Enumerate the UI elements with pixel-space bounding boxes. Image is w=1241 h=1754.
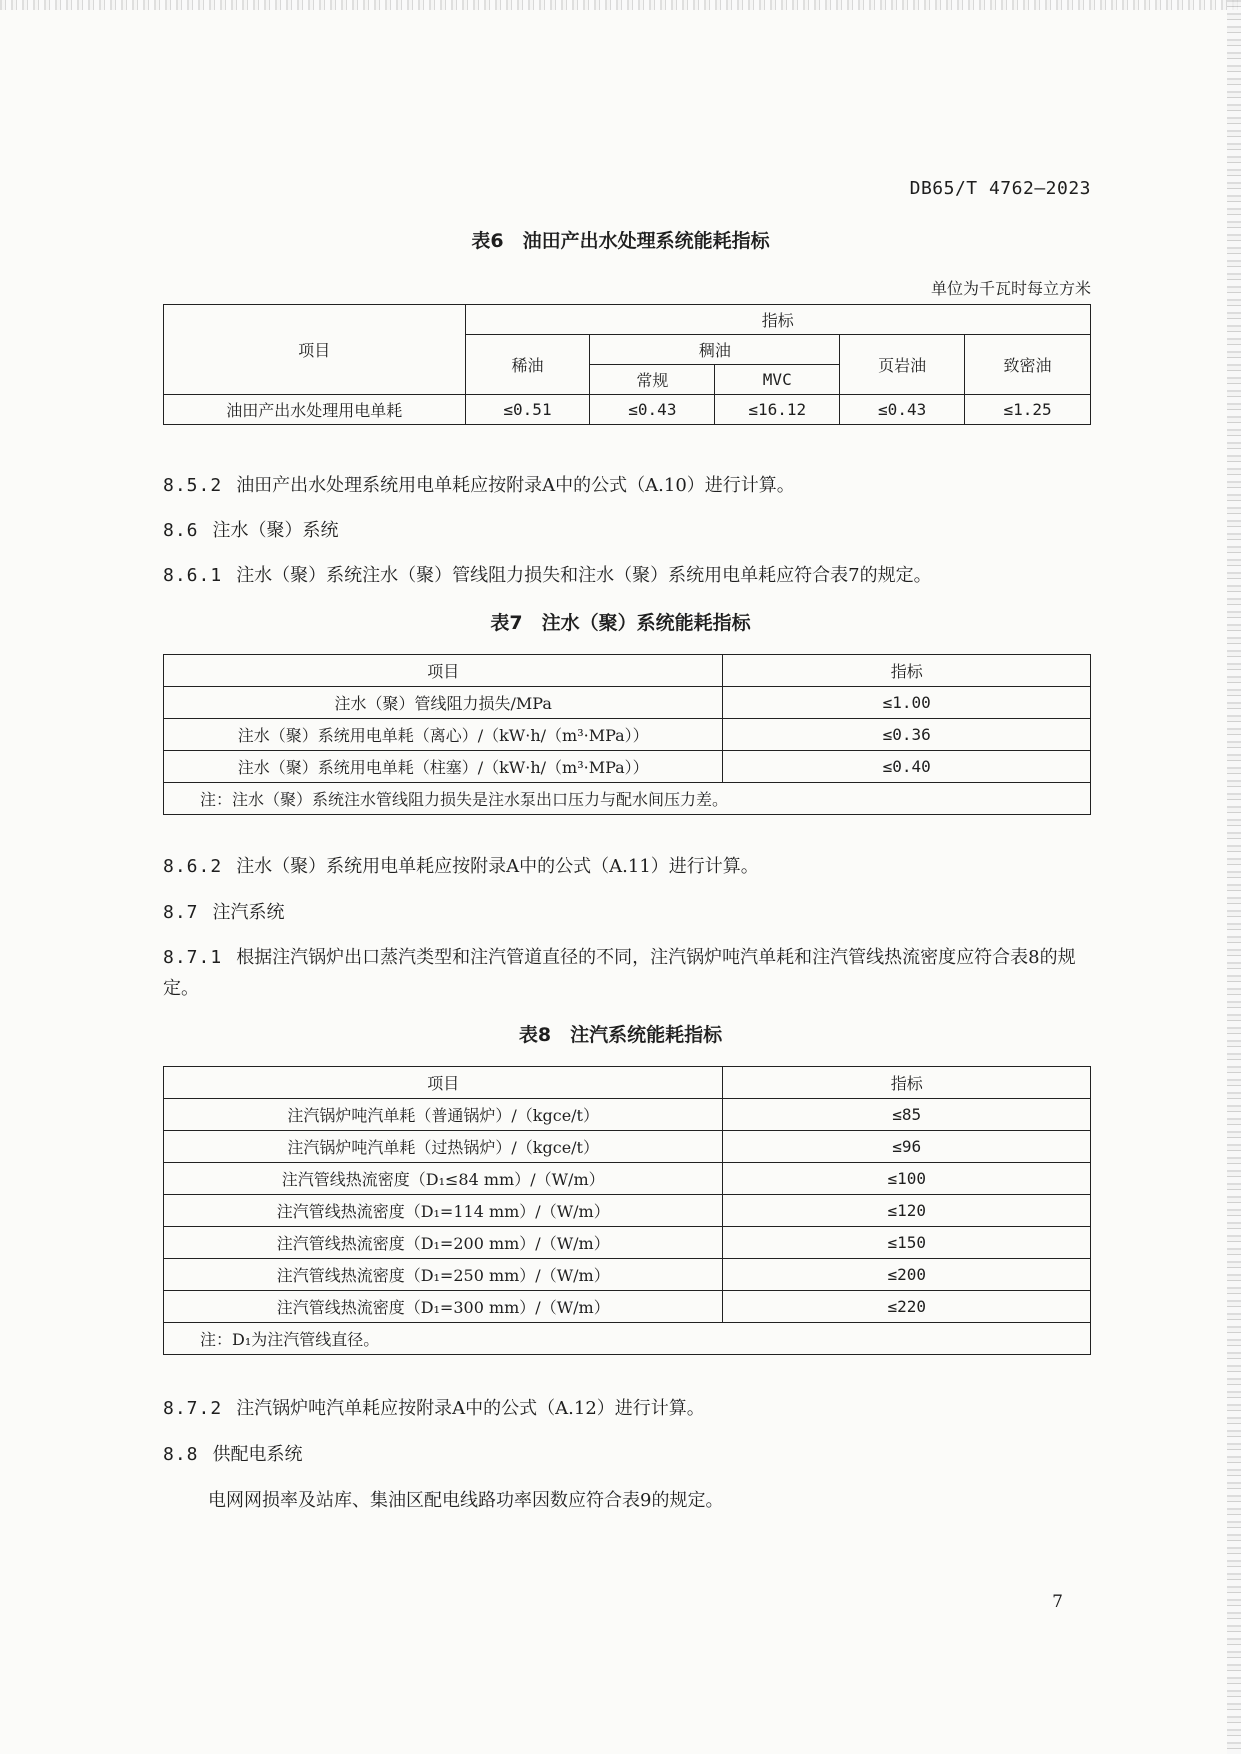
table6-header-heavy-mvc: MVC: [715, 365, 840, 395]
table8-row-value: ≤96: [723, 1131, 1091, 1163]
table7-row-label: 注水（聚）管线阻力损失/MPa: [164, 687, 723, 719]
table7-header-item: 项目: [164, 655, 723, 687]
table-row: [164, 687, 1091, 719]
table6-cell-heavy-mvc: ≤16.12: [715, 395, 840, 425]
section-number: 8.7.1: [163, 947, 223, 968]
table8-note: 注：D₁为注汽管线直径。: [164, 1323, 1091, 1355]
table8-row-value: ≤200: [723, 1259, 1091, 1291]
paragraph-8-5-2: [163, 470, 795, 501]
section-text: 注汽系统: [212, 902, 285, 923]
section-number: 8.8: [163, 1444, 199, 1465]
table6-cell-thin: ≤0.51: [465, 395, 590, 425]
table-row: [164, 751, 1091, 783]
table7-row-label: 注水（聚）系统用电单耗（柱塞）/（kW·h/（m³·MPa））: [164, 751, 723, 783]
table-row: [164, 1131, 1091, 1163]
table8-row-value: ≤85: [723, 1099, 1091, 1131]
table7-row-value: ≤0.36: [723, 719, 1091, 751]
table7-note: 注：注水（聚）系统注水管线阻力损失是注水泵出口压力与配水间压力差。: [164, 783, 1091, 815]
table-row: [164, 1163, 1091, 1195]
heading-8-7: [163, 897, 285, 928]
paragraph-8-6-1: [163, 560, 932, 591]
paragraph-8-7-1: [163, 942, 1091, 1004]
section-number: 8.6: [163, 520, 199, 541]
table7-row-label: 注水（聚）系统用电单耗（离心）/（kW·h/（m³·MPa））: [164, 719, 723, 751]
table7: [163, 654, 1091, 815]
table6-header-shale-oil: 页岩油: [840, 335, 965, 395]
table6-unit: 单位为千瓦时每立方米: [930, 279, 1091, 298]
table8-row-label: 注汽管线热流密度（D₁=114 mm）/（W/m）: [164, 1195, 723, 1227]
paragraph-8-6-2: [163, 851, 759, 882]
heading-8-6: [163, 515, 339, 546]
table8-header-index: 指标: [723, 1067, 1091, 1099]
table7-header-index: 指标: [723, 655, 1091, 687]
table6-header-index: 指标: [465, 305, 1090, 335]
section-text: 注水（聚）系统注水（聚）管线阻力损失和注水（聚）系统用电单耗应符合表7的规定。: [236, 565, 932, 586]
section-number: 8.5.2: [163, 475, 223, 496]
table-row: [164, 1099, 1091, 1131]
section-text: 油田产出水处理系统用电单耗应按附录A中的公式（A.10）进行计算。: [236, 475, 795, 496]
table-row: [164, 1227, 1091, 1259]
table-row: [164, 719, 1091, 751]
table6-header-item: 项目: [164, 305, 466, 395]
table-row: [164, 1291, 1091, 1323]
paragraph-8-7-2: [163, 1393, 705, 1424]
section-number: 8.7.2: [163, 1398, 223, 1419]
table-row: [164, 395, 1091, 425]
section-text: 注水（聚）系统用电单耗应按附录A中的公式（A.11）进行计算。: [236, 856, 759, 877]
table-row: [164, 1195, 1091, 1227]
table8-row-value: ≤220: [723, 1291, 1091, 1323]
section-number: 8.7: [163, 902, 199, 923]
table6: [163, 304, 1091, 425]
table7-title: 表7 注水（聚）系统能耗指标: [490, 612, 751, 634]
table8-row-label: 注汽管线热流密度（D₁=200 mm）/（W/m）: [164, 1227, 723, 1259]
table8-row-label: 注汽管线热流密度（D₁=250 mm）/（W/m）: [164, 1259, 723, 1291]
table8-row-label: 注汽锅炉吨汽单耗（普通锅炉）/（kgce/t）: [164, 1099, 723, 1131]
table8-row-value: ≤100: [723, 1163, 1091, 1195]
table7-row-value: ≤0.40: [723, 751, 1091, 783]
table6-title: 表6 油田产出水处理系统能耗指标: [471, 230, 770, 252]
table6-cell-heavy-normal: ≤0.43: [590, 395, 715, 425]
paragraph-8-8-body: 电网网损率及站库、集油区配电线路功率因数应符合表9的规定。: [208, 1490, 724, 1511]
table8-row-label: 注汽管线热流密度（D₁≤84 mm）/（W/m）: [164, 1163, 723, 1195]
table8-title: 表8 注汽系统能耗指标: [518, 1024, 723, 1046]
table6-cell-tight: ≤1.25: [965, 395, 1091, 425]
heading-8-8: [163, 1439, 303, 1470]
table7-row-value: ≤1.00: [723, 687, 1091, 719]
table6-header-heavy-oil: 稠油: [590, 335, 840, 365]
table8-row-value: ≤150: [723, 1227, 1091, 1259]
section-number: 8.6.1: [163, 565, 223, 586]
table6-header-thin-oil: 稀油: [465, 335, 590, 395]
section-number: 8.6.2: [163, 856, 223, 877]
table-row: [164, 1259, 1091, 1291]
scan-edge-right: [1227, 0, 1241, 1754]
standard-code: DB65/T 4762—2023: [909, 178, 1091, 199]
table6-cell-shale: ≤0.43: [840, 395, 965, 425]
table6-header-heavy-normal: 常规: [590, 365, 715, 395]
table8-row-label: 注汽管线热流密度（D₁=300 mm）/（W/m）: [164, 1291, 723, 1323]
table6-row-label: 油田产出水处理用电单耗: [164, 395, 466, 425]
table6-header-tight-oil: 致密油: [965, 335, 1091, 395]
table8-header-item: 项目: [164, 1067, 723, 1099]
page-number: 7: [1052, 1592, 1063, 1612]
section-text: 根据注汽锅炉出口蒸汽类型和注汽管道直径的不同，注汽锅炉吨汽单耗和注汽管线热流密度应符合表8的规定。: [163, 947, 1076, 999]
table8-row-label: 注汽锅炉吨汽单耗（过热锅炉）/（kgce/t）: [164, 1131, 723, 1163]
table8: [163, 1066, 1091, 1355]
section-text: 供配电系统: [212, 1444, 303, 1465]
section-text: 注汽锅炉吨汽单耗应按附录A中的公式（A.12）进行计算。: [236, 1398, 705, 1419]
table8-row-value: ≤120: [723, 1195, 1091, 1227]
scan-edge-top: [0, 0, 1241, 10]
section-text: 注水（聚）系统: [212, 520, 339, 541]
